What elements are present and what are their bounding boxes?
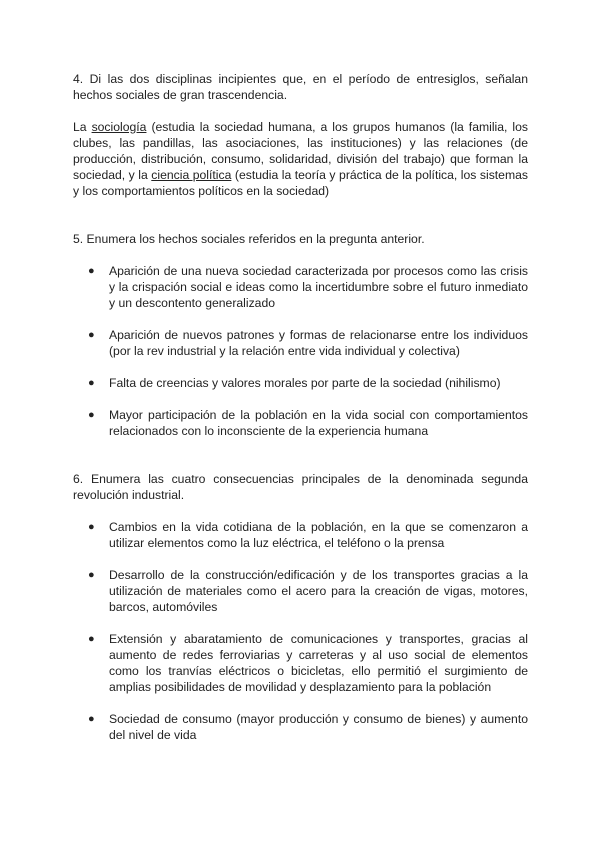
bullet-icon: ● [88,521,95,533]
answer-4-intro: La [73,120,92,134]
list-item: ● Extensión y abaratamiento de comunicaciones y transportes, gracias al aumento de redes ferroviarias y carreteras y al uso social de elementos como los tranvías eléctricos o bicicletas, ello permitió el surgimiento de amplias posibilidades de movilidad y desplazamiento para la población [88,632,528,694]
q6-list [73,519,528,743]
document-page [73,71,528,743]
list-item: ● Desarrollo de la construcción/edificación y de los transportes gracias a la utilización de materiales como el acero para la creación de vigas, motores, barcos, automóviles [88,568,528,614]
list-item: ● Mayor participación de la población en la vida social con comportamientos relacionados con lo inconsciente de la experiencia humana [88,408,528,438]
bullet-icon: ● [88,569,95,581]
list-item: ● Cambios en la vida cotidiana de la población, en la que se comenzaron a utilizar elementos como la luz eléctrica, el teléfono o la prensa [88,520,528,550]
list-item: ● Aparición de nuevos patrones y formas de relacionarse entre los individuos (por la rev industrial y la relación entre vida individual y colectiva) [88,328,528,358]
question-6: 6. Enumera las cuatro consecuencias principales de la denominada segunda revolución industrial. [73,472,528,502]
bullet-icon: ● [88,713,95,725]
question-4: 4. Di las dos disciplinas incipientes que, en el período de entresiglos, señalan hechos sociales de gran trascendencia. [73,72,528,102]
list-item: ● Falta de creencias y valores morales por parte de la sociedad (nihilismo) [88,376,501,390]
list-item: ● Aparición de una nueva sociedad caracterizada por procesos como las crisis y la crispación social e ideas como la incertidumbre sobre el futuro inmediato y un descontento generalizado [88,264,528,310]
answer-4 [73,119,528,199]
answer-4-body: (estudia la sociedad humana, a los grupos humanos (la familia, los clubes, las pandillas, las asociaciones, las instituciones) y las relaciones (de producción, distribución, consumo, solidaridad, división del trabajo) que forman la sociedad, y la [73,120,528,182]
bullet-icon: ● [88,377,95,389]
list-item: ● Sociedad de consumo (mayor producción y consumo de bienes) y aumento del nivel de vida [88,712,528,742]
q5-list [73,263,528,439]
answer-4-tail: (estudia la teoría y práctica de la política, los sistemas y los comportamientos políticos en la sociedad) [73,168,528,198]
term-sociologia: sociología [91,120,147,134]
bullet-icon: ● [88,265,95,277]
term-ciencia-politica: ciencia política [151,168,232,182]
bullet-icon: ● [88,329,95,341]
question-5: 5. Enumera los hechos sociales referidos en la pregunta anterior. [73,232,425,246]
bullet-icon: ● [88,633,95,645]
bullet-icon: ● [88,409,95,421]
